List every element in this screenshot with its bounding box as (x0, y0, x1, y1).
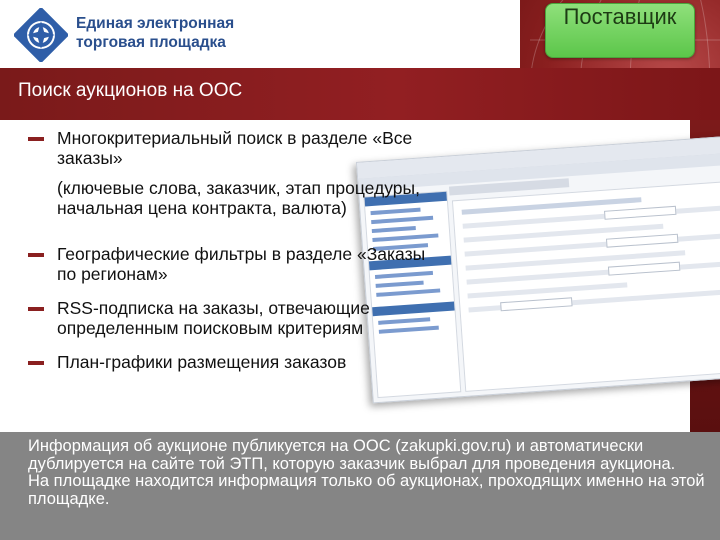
page-title: Поиск аукционов на ООС (18, 80, 243, 101)
bullet-list (28, 128, 448, 372)
etp-logo-icon (14, 8, 68, 62)
info-paragraph-2: На площадке находится информация только об аукционах, проходящих именно на этой площадке. (28, 472, 705, 508)
bullet-rss: RSS-подписка на заказы, отвечающие определенным поисковым критериям (28, 298, 448, 338)
info-box (0, 432, 720, 540)
logo-line-2: торговая площадка (76, 34, 226, 51)
bullet-search: Многокритериальный поиск в разделе «Все заказы» (28, 128, 448, 168)
logo-line-1: Единая электронная (76, 15, 235, 32)
bullet-search-details: (ключевые слова, заказчик, этап процедуры, начальная цена контракта, валюта) (57, 178, 420, 218)
content-area (0, 120, 720, 432)
bullet-geo-filters: Географические фильтры в разделе «Заказы по регионам» (28, 244, 448, 284)
logo-text (76, 14, 234, 52)
bullet-plan-schedules: План-графики размещения заказов (28, 352, 448, 372)
title-bar (0, 68, 720, 120)
supplier-badge[interactable]: Поставщик (545, 3, 695, 58)
info-text (28, 438, 708, 508)
info-paragraph-1: Информация об аукционе публикуется на ООС (zakupki.gov.ru) и автоматически дублируется на сайте той ЭТП, которую заказчик выбрал для проведения аукциона. (28, 437, 676, 473)
screenshot-main-panel (452, 181, 720, 392)
